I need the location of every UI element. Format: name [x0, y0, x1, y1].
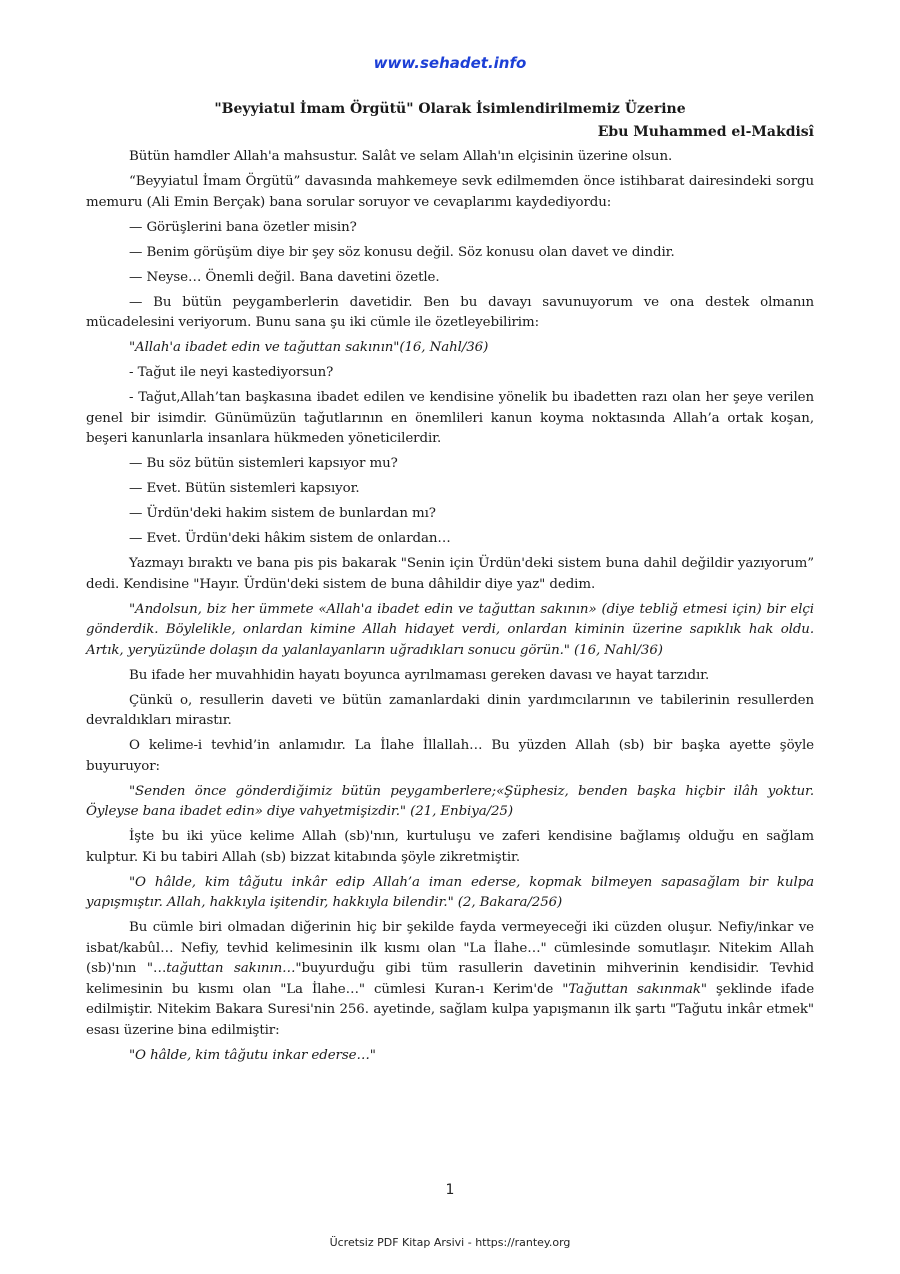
- document-author: Ebu Muhammed el-Makdisî: [597, 124, 814, 140]
- verse-quote: "O hâlde, kim tâğutu inkâr edip Allah’a iman ederse, kopmak bilmeyen sapasağlam bir kulpa yapışmıştır. Allah, hakkıyla işitendir, hakkıyla bilendir." (2, Bakara/256): [86, 874, 814, 910]
- paragraph-mixed: [86, 918, 814, 1041]
- dialogue-line: — Bu bütün peygamberlerin davetidir. Ben bu davayı savunuyorum ve ona destek olmanın mücadelesini veriyorum. Bunu sana şu iki cümle ile özetleyebilirim:: [86, 294, 814, 330]
- document-title: "Beyyiatul İmam Örgütü" Olarak İsimlendirilmemiz Üzerine: [214, 101, 686, 117]
- paragraph: O kelime-i tevhid’in anlamıdır. La İlahe İllallah… Bu yüzden Allah (sb) bir başka ayette şöyle buyuruyor:: [86, 738, 814, 774]
- paragraph: Çünkü o, resullerin daveti ve bütün zamanlardaki dinin yardımcılarının ve tabilerinin resullerden devraldıkları mirastır.: [86, 692, 814, 728]
- verse-quote: "Senden önce gönderdiğimiz bütün peygamberlere;«Şüphesiz, benden başka hiçbir ilâh yoktur. Öyleyse bana ibadet edin» diye vahyetmişizdir." (21, Enbiya/25): [86, 783, 814, 819]
- paragraph: İşte bu iki yüce kelime Allah (sb)'nın, kurtuluşu ve zaferi kendisine bağlamış olduğu en sağlam kulptur. Ki bu tabiri Allah (sb) bizzat kitabında şöyle zikretmiştir.: [86, 829, 814, 865]
- page-number: 1: [445, 1182, 455, 1198]
- footer-text: Ücretsiz PDF Kitap Arsivi - https://rantey.org: [329, 1236, 571, 1249]
- text-run: Bu cümle biri olmadan diğerinin hiç bir şekilde fayda vermeyeceği iki cüzden oluşur. Nefiy/inkar ve isbat/kabûl… Nefiy, tevhid kelimesinin ilk kısmı olan "La İlahe…" cümlesinde somutlaşır. Nitekim Allah (sb)'nın "…: [86, 920, 814, 976]
- document-body: [86, 100, 814, 1071]
- dialogue-line: — Benim görüşüm diye bir şey söz konusu değil. Söz konusu olan davet ve dindir.: [129, 244, 675, 260]
- dialogue-line: — Ürdün'deki hakim sistem de bunlardan mı?: [129, 506, 436, 521]
- dialogue-line: — Evet. Bütün sistemleri kapsıyor.: [129, 481, 360, 496]
- dialogue-line: — Neyse… Önemli değil. Bana davetini özetle.: [129, 269, 440, 285]
- verse-quote: "Andolsun, biz her ümmete «Allah'a ibadet edin ve tağuttan sakının» (diye tebliğ etmesi için) bir elçi gönderdik. Böylelikle, onlardan kimine Allah hidayet verdi, onlardan kiminin üzerine sapıklık hak oldu. Artık, yeryüzünde dolaşın da yalanlayanların uğradıkları sonucu görün." (16, Nahl/36): [86, 601, 814, 658]
- dialogue-line: — Bu söz bütün sistemleri kapsıyor mu?: [129, 456, 398, 471]
- paragraph: Yazmayı bıraktı ve bana pis pis bakarak "Senin için Ürdün'deki sistem buna dahil değildir yazıyorum” dedi. Kendisine "Hayır. Ürdün'deki sistem de buna dâhildir diye yaz" dedim.: [86, 556, 814, 592]
- verse-quote: "Allah'a ibadet edin ve tağuttan sakının"(16, Nahl/36): [129, 340, 489, 355]
- text-run: " şeklinde ifade edilmiştir. Nitekim Bakara Suresi'nin 256. ayetinde, sağlam kulpa yapışmanın ilk şartı "Tağutu inkâr etmek" esası üzerine bina edilmiştir:: [86, 981, 815, 1038]
- italic-run: tağuttan sakının…: [166, 961, 296, 976]
- dialogue-line: — Görüşlerini bana özetler misin?: [129, 219, 357, 235]
- dialogue-line: — Evet. Ürdün'deki hâkim sistem de onlardan…: [129, 531, 451, 546]
- dialogue-line: - Tağut,Allah’tan başkasına ibadet edilen ve kendisine yönelik bu ibadetten razı olan her şeye verilen genel bir isimdir. Günümüzün tağutlarının en önemlileri kanun koyma noktasında Allah’a ortak koşan, beşeri kanunlarla insanlara hükmeden yöneticilerdir.: [86, 390, 814, 446]
- site-link[interactable]: www.sehadet.info: [373, 54, 527, 72]
- text-run: "buyurduğu gibi tüm rasullerin davetinin mihverinin kendisidir. Tevhid kelimesinin bu kısmı olan "La İlahe…" cümlesi Kuran-ı Kerim'de ": [86, 961, 814, 997]
- paragraph: “Beyyiatul İmam Örgütü” davasında mahkemeye sevk edilmemden önce istihbarat dairesindeki sorgu memuru (Ali Emin Berçak) bana sorular soruyor ve cevaplarımı kaydediyordu:: [86, 174, 814, 210]
- paragraph: Bu ifade her muvahhidin hayatı boyunca ayrılmaması gereken davası ve hayat tarzıdır.: [129, 667, 710, 683]
- italic-run: Tağuttan sakınmak: [568, 981, 701, 997]
- dialogue-line: - Tağut ile neyi kastediyorsun?: [129, 365, 334, 380]
- verse-quote: "O hâlde, kim tâğutu inkar ederse…": [129, 1047, 376, 1063]
- paragraph: Bütün hamdler Allah'a mahsustur. Salât ve selam Allah'ın elçisinin üzerine olsun.: [129, 149, 673, 164]
